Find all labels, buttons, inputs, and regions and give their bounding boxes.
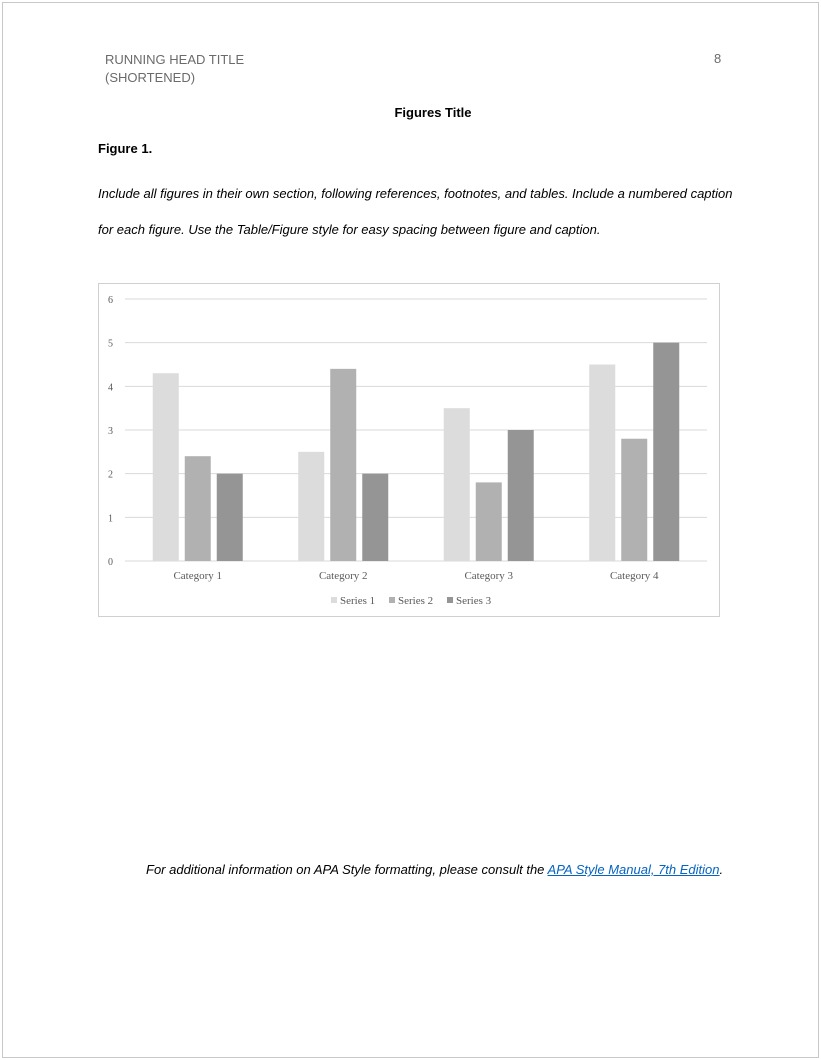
bar-series-3 <box>362 474 388 561</box>
running-head-line1: RUNNING HEAD TITLE <box>105 52 245 67</box>
bar-series-3 <box>217 474 243 561</box>
bar-series-1 <box>444 408 470 561</box>
page-number: 8 <box>714 51 722 66</box>
bar-series-2 <box>476 482 502 561</box>
footer-note <box>98 852 738 888</box>
figure-label: Figure 1. <box>98 141 153 156</box>
chart-container <box>98 283 720 617</box>
figure-caption: Include all figures in their own section, following references, footnotes, and tables. Include a numbered caption for each figure. Use the Table/Figure style for easy spacing between figure and caption. <box>98 186 733 237</box>
y-tick-label: 3 <box>108 426 113 437</box>
running-head <box>105 51 244 87</box>
legend-label: Series 2 <box>398 595 434 607</box>
apa-manual-link[interactable]: APA Style Manual, 7th Edition <box>547 862 720 877</box>
bar-series-2 <box>185 456 211 561</box>
x-tick-label: Category 4 <box>609 570 659 582</box>
bar-series-3 <box>508 430 534 561</box>
footer-text: For additional information on APA Style formatting, please consult the <box>146 862 548 877</box>
y-tick-label: 4 <box>108 382 113 394</box>
section-title: Figures Title <box>394 105 472 120</box>
bar-series-3 <box>653 343 679 561</box>
y-tick-label: 0 <box>108 557 113 568</box>
legend-swatch <box>331 597 337 603</box>
x-tick-label: Category 3 <box>464 570 514 582</box>
y-tick-label: 2 <box>108 469 113 481</box>
y-tick-label: 6 <box>108 295 113 306</box>
legend-swatch <box>389 597 395 603</box>
bar-series-2 <box>621 439 647 561</box>
bar-chart <box>99 284 721 618</box>
bar-series-1 <box>153 373 179 561</box>
legend-label: Series 1 <box>340 595 376 607</box>
y-tick-label: 1 <box>108 513 113 525</box>
x-tick-label: Category 1 <box>173 570 223 582</box>
y-tick-label: 5 <box>108 338 113 350</box>
legend-swatch <box>447 597 453 603</box>
bar-series-2 <box>330 369 356 561</box>
bar-series-1 <box>298 452 324 561</box>
x-tick-label: Category 2 <box>318 570 368 582</box>
bar-series-1 <box>589 365 615 562</box>
footer-end: . <box>719 862 724 877</box>
legend-label: Series 3 <box>456 595 492 607</box>
running-head-line2: (SHORTENED) <box>105 70 196 85</box>
